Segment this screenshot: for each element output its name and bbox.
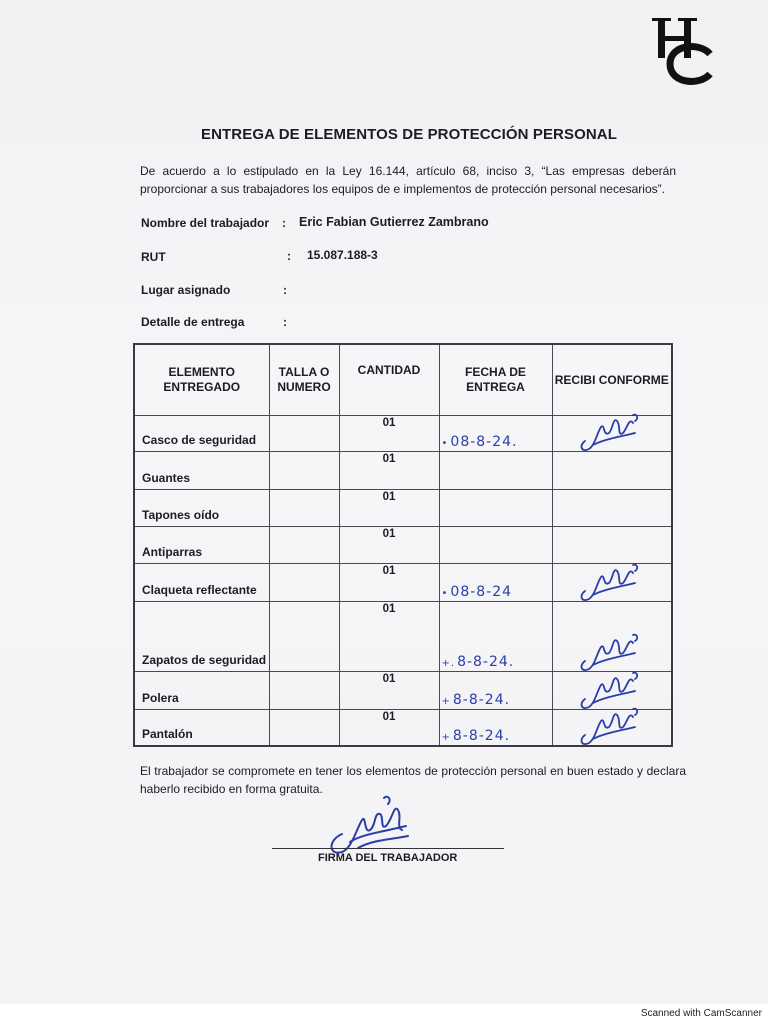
item-label: Guantes [142,471,191,485]
company-logo [648,14,718,86]
header-size: TALLA O NUMERO [269,344,339,416]
signature-line [272,848,504,849]
quantity-cell [339,452,439,490]
date-mark: • [441,438,449,449]
quantity-cell [339,416,439,452]
worker-name-label: Nombre del trabajador [141,216,270,230]
table-row [134,490,672,527]
quantity-value: 01 [382,565,396,577]
table-row [134,602,672,672]
received-cell [552,602,672,672]
date-cell [439,527,552,564]
item-cell [134,710,269,746]
quantity-value: 01 [382,417,396,429]
table-row [134,527,672,564]
document-title: ENTREGA DE ELEMENTOS DE PROTECCIÓN PERSONAL [200,126,617,143]
rut-colon: : [287,249,291,263]
size-cell [269,452,339,490]
item-cell [134,490,269,527]
received-signature [579,411,639,451]
quantity-value: 01 [382,673,396,685]
intro-paragraph: De acuerdo a lo estipulado en la Ley 16.144, artículo 68, inciso 3, “Las empresas deberán proporcionar a sus trabajadores los equipos de e implementos de protección personal necesarios”. [140,164,676,196]
date-cell [439,710,552,746]
item-label: Pantalón [142,726,193,741]
received-cell [552,452,672,490]
quantity-value: 01 [382,711,396,723]
place-label: Lugar asignado [141,283,231,297]
quantity-value: 01 [382,603,396,615]
header-element: ELEMENTO ENTREGADO [134,344,269,416]
size-cell [269,710,339,746]
size-cell [269,490,339,527]
size-cell [269,527,339,564]
size-cell [269,416,339,452]
signature-label: FIRMA DEL TRABAJADOR [318,852,458,864]
handwritten-date [442,434,518,450]
date-mark: + [441,696,451,707]
received-signature [579,669,639,709]
quantity-cell [339,564,439,602]
received-cell [552,527,672,564]
size-cell [269,602,339,672]
date-value: 08-8-24 [450,584,513,600]
quantity-value: 01 [382,453,396,465]
quantity-value: 01 [382,528,396,540]
handwritten-date [442,692,511,708]
item-label: Tapones oído [142,508,220,522]
date-value: 8-8-24. [452,727,511,744]
rut-label: RUT [141,250,166,264]
header-date: FECHA DE ENTREGA [439,344,552,416]
date-cell [439,416,552,452]
worker-name-value: Eric Fabian Gutierrez Zambrano [299,215,489,229]
date-cell [439,602,552,672]
item-cell [134,564,269,602]
table-row [134,564,672,602]
quantity-cell [339,490,439,527]
quantity-cell [339,710,439,746]
received-signature [579,631,639,671]
date-cell [439,490,552,527]
date-value: 08-8-24. [450,434,518,450]
quantity-cell [339,602,439,672]
handwritten-date [442,654,515,670]
size-cell [269,672,339,710]
date-value: 8-8-24. [452,692,511,708]
table-row [134,452,672,490]
item-label: Antiparras [142,545,203,559]
date-value: 8-8-24. [457,654,515,670]
detail-colon: : [283,315,287,329]
date-cell [439,564,552,602]
rut-value: 15.087.188-3 [307,248,378,262]
quantity-cell [339,527,439,564]
item-label: Casco de seguridad [142,433,257,447]
date-cell [439,452,552,490]
date-cell [439,672,552,710]
item-cell [134,416,269,452]
item-cell [134,672,269,710]
received-signature [579,705,639,745]
received-signature [579,561,639,601]
quantity-cell [339,672,439,710]
scanner-note: Scanned with CamScanner [640,1008,762,1019]
handwritten-date [442,584,513,600]
worker-name-colon: : [282,216,286,230]
header-quantity: CANTIDAD [339,344,439,416]
item-cell [134,602,269,672]
header-received: RECIBI CONFORME [552,344,672,416]
date-mark: +. [441,658,456,669]
place-colon: : [283,283,287,297]
date-mark: + [441,731,451,743]
item-cell [134,527,269,564]
handwritten-date [442,728,511,744]
item-label: Zapatos de seguridad [142,653,267,667]
received-cell [552,490,672,527]
table-row [134,710,672,746]
detail-label: Detalle de entrega [141,315,245,329]
quantity-value: 01 [382,491,396,503]
table-header-row [134,344,672,416]
received-cell [552,710,672,746]
item-cell [134,452,269,490]
size-cell [269,564,339,602]
item-label: Polera [142,691,179,705]
date-mark: • [441,588,449,599]
item-label: Claqueta reflectante [142,583,257,597]
table-row [134,416,672,452]
received-cell [552,416,672,452]
received-cell [552,564,672,602]
closing-paragraph: El trabajador se compromete en tener los elementos de protección personal en buen estado y declara haberlo recibido en forma gratuita. [140,764,686,796]
delivery-table [133,343,673,747]
